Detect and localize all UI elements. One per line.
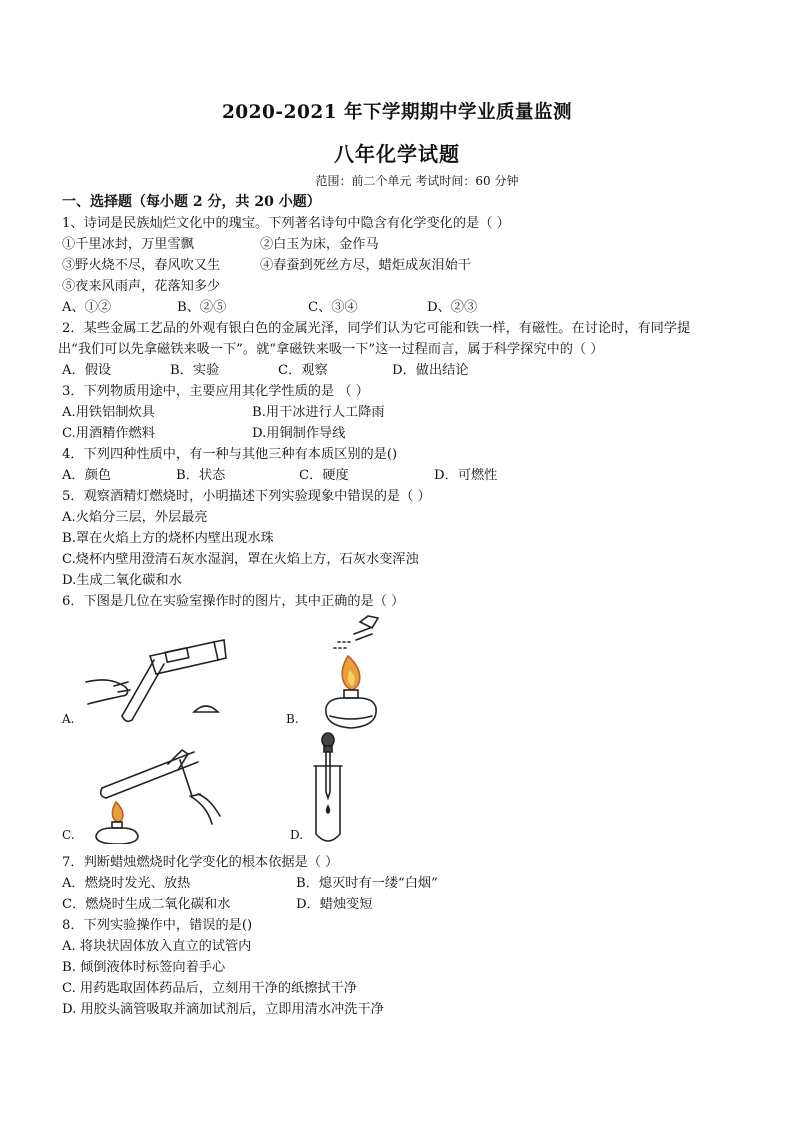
q1-option-b: B、②⑤	[177, 300, 227, 315]
figure-d-dropper-tube	[308, 730, 348, 848]
q7-option-a: A．燃烧时发光、放热	[62, 876, 191, 891]
q7-options-row1	[62, 873, 742, 894]
q1-phrase-3: ③野火烧不尽，春风吹又生	[62, 258, 221, 273]
q8-stem: 8．下列实验操作中，错误的是()	[62, 918, 253, 933]
q5-option-a: A.火焰分三层，外层最亮	[62, 510, 208, 525]
q4-options	[62, 465, 742, 486]
q2-option-b: B．实验	[170, 363, 220, 378]
q7-option-c: C．燃烧时生成二氧化碳和水	[62, 897, 231, 912]
q1-phrase-5: ⑤夜来风雨声，花落知多少	[62, 279, 221, 294]
exam-range: 范围：前二个单元 考试时间：60 分钟	[315, 174, 519, 188]
q2-option-d: D．做出结论	[392, 363, 469, 378]
q2-stem-line1: 2．某些金属工艺品的外观有银白色的金属光泽，同学们认为它可能和铁一样，有磁性。在讨论时，有同学提	[62, 321, 691, 336]
q1-phrases-row2	[62, 255, 742, 276]
exam-content	[58, 192, 742, 1020]
q7-option-b: B．熄灭时有一缕“白烟”	[296, 876, 438, 891]
q5-option-b: B.罩在火焰上方的烧杯内壁出现水珠	[62, 531, 274, 546]
exam-subtitle: 八年化学试题	[334, 142, 460, 166]
section-heading: 一、选择题（每小题 2 分，共 20 小题）	[62, 194, 321, 210]
q7-options-row2	[62, 894, 742, 915]
q1-phrases-row1	[62, 234, 742, 255]
figure-c-label: C.	[62, 828, 75, 842]
q8-option-d: D. 用胶头滴管吸取并滴加试剂后，立即用清水冲洗干净	[62, 1002, 384, 1017]
q6-figure-row-2	[62, 740, 742, 852]
q6-stem: 6．下图是几位在实验室操作时的图片，其中正确的是（ ）	[62, 594, 405, 609]
q2-option-c: C．观察	[278, 363, 328, 378]
q3-options-row1	[62, 402, 742, 423]
q8-option-a: A. 将块状固体放入直立的试管内	[62, 939, 252, 954]
q2-options	[62, 360, 742, 381]
q5-option-d: D.生成二氧化碳和水	[62, 573, 182, 588]
q1-options	[62, 297, 742, 318]
q7-stem: 7．判断蜡烛燃烧时化学变化的根本依据是（ ）	[62, 855, 339, 870]
q1-phrase-4: ④春蚕到死丝方尽，蜡炬成灰泪始干	[260, 258, 471, 273]
exam-title: 2020-2021 年下学期期中学业质量监测	[221, 102, 573, 123]
q1-option-c: C、③④	[308, 300, 358, 315]
q1-phrase-1: ①千里冰封，万里雪飘	[62, 237, 194, 252]
q2-stem-line2: 出“我们可以先拿磁铁来吸一下”。就“拿磁铁来吸一下”这一过程而言，属于科学探究中的（ ）	[58, 342, 604, 357]
q3-option-d: D.用铜制作导线	[252, 426, 346, 441]
figure-a-pouring-liquid	[84, 620, 244, 728]
q8-option-b: B. 倾倒液体时标签向着手心	[62, 960, 226, 975]
q7-option-d: D．蜡烛变短	[296, 897, 373, 912]
q1-option-a: A、①②	[62, 300, 112, 315]
q5-option-c: C.烧杯内壁用澄清石灰水湿润，罩在火焰上方，石灰水变浑浊	[62, 552, 419, 567]
figure-c-heating-tube	[82, 740, 232, 844]
q1-stem: 1、诗词是民族灿烂文化中的瑰宝。下列著名诗句中隐含有化学变化的是（ ）	[62, 216, 510, 231]
q3-stem: 3．下列物质用途中，主要应用其化学性质的是 （ ）	[62, 384, 369, 399]
q1-option-d: D、②③	[427, 300, 478, 315]
q3-option-c: C.用酒精作燃料	[62, 426, 155, 441]
q4-option-b: B．状态	[176, 468, 226, 483]
q4-stem: 4．下列四种性质中，有一种与其他三种有本质区别的是()	[62, 447, 398, 462]
q4-option-d: D．可燃性	[434, 468, 498, 483]
q6-figure-row-1	[62, 612, 742, 740]
q3-options-row2	[62, 423, 742, 444]
q4-option-a: A．颜色	[62, 468, 112, 483]
q5-stem: 5．观察酒精灯燃烧时，小明描述下列实验现象中错误的是（ ）	[62, 489, 431, 504]
q3-option-b: B.用干冰进行人工降雨	[252, 405, 385, 420]
q2-option-a: A．假设	[62, 363, 112, 378]
q3-option-a: A.用铁铝制炊具	[62, 405, 155, 420]
q8-option-c: C. 用药匙取固体药品后，立刻用干净的纸擦拭干净	[62, 981, 357, 996]
figure-b-alcohol-lamp	[298, 612, 418, 734]
q1-phrase-2: ②白玉为床，金作马	[260, 237, 379, 252]
figure-a-label: A.	[62, 712, 75, 726]
q4-option-c: C．硬度	[299, 468, 349, 483]
figure-b-label: B.	[286, 712, 299, 726]
figure-d-label: D.	[290, 828, 304, 842]
